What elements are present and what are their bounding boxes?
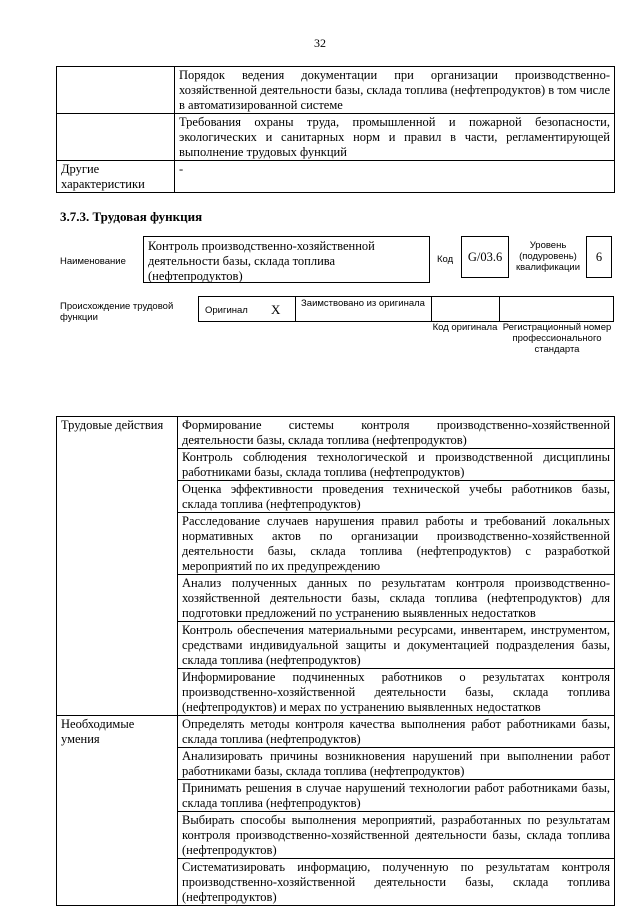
skill-item: Систематизировать информацию, полученную по результатам контроля производственно-хозяйственной деятельности базы, склада топлива (нефтепродуктов) xyxy=(178,859,615,906)
origin-label: Происхождение трудовой функции xyxy=(60,301,174,323)
skill-item: Принимать решения в случае нарушений технологии работ работниками базы, склада топлива (нефтепродуктов) xyxy=(178,780,615,812)
level-value-box xyxy=(586,236,612,278)
labor-action-item: Расследование случаев нарушения правил работы и требований локальных нормативных актов по организации производственно-хозяйственной деятельности базы, склада топлива (нефтепродуктов) с разработкой мероприятий по их предупреждению xyxy=(178,513,615,575)
top-requirements-table xyxy=(56,66,615,193)
code-value-box xyxy=(461,236,509,278)
original-mark: X xyxy=(271,302,281,317)
row-text: - xyxy=(175,161,615,193)
table-row xyxy=(57,114,615,161)
qualification-level: 6 xyxy=(595,250,603,264)
row-text: Порядок ведения документации при организации производственно-хозяйственной деятельности базы, склада топлива (нефтепродуктов) в том числе в автоматизированной системе xyxy=(175,67,615,114)
skill-item: Анализировать причины возникновения нарушений при выполнении работ работниками базы, склада топлива (нефтепродуктов) xyxy=(178,748,615,780)
skill-item: Определять методы контроля качества выполнения работ работниками базы, склада топлива (нефтепродуктов) xyxy=(178,716,615,748)
labor-action-item: Информирование подчиненных работников о результатах контроля производственно-хозяйственной деятельности базы, склада топлива (нефтепродуктов) и мерах по устранению выявленных недостатков xyxy=(178,669,615,716)
code-label: Код xyxy=(437,254,454,265)
function-code: G/03.6 xyxy=(467,250,503,264)
registration-number-label: Регистрационный номер профессионального стандарта xyxy=(502,322,612,355)
labor-action-item: Анализ полученных данных по результатам контроля производственно-хозяйственной деятельности базы, склада топлива (нефтепродуктов) для подготовки предложений по устранению выявленных недостатков xyxy=(178,575,615,622)
original-label: Оригинал xyxy=(205,305,248,316)
borrowed-label: Заимствовано из оригинала xyxy=(301,298,425,309)
skills-label: Необходимые умения xyxy=(57,716,178,906)
level-label: Уровень (подуровень) квалификации xyxy=(515,240,581,273)
labor-action-item: Контроль соблюдения технологической и производственной дисциплины работниками базы, склада топлива (нефтепродуктов) xyxy=(178,449,615,481)
origin-divider xyxy=(499,297,500,321)
row-text: Требования охраны труда, промышленной и пожарной безопасности, экологических и санитарных норм и правил в части, регламентирующей выполнение трудовых функций xyxy=(175,114,615,161)
table-row xyxy=(57,67,615,114)
name-value-box xyxy=(143,236,430,283)
labor-action-item: Формирование системы контроля производственно-хозяйственной деятельности базы, склада топлива (нефтепродуктов) xyxy=(178,417,615,449)
labor-action-item: Контроль обеспечения материальными ресурсами, инвентарем, инструментом, средствами индивидуальной защиты и документацией подразделения базы, склада топлива (нефтепродуктов) xyxy=(178,622,615,669)
table-row xyxy=(57,161,615,193)
labor-function-table xyxy=(56,416,615,906)
labor-action-item: Оценка эффективности проведения технической учебы работников базы, склада топлива (нефтепродуктов) xyxy=(178,481,615,513)
original-code-label: Код оригинала xyxy=(432,322,498,333)
origin-divider xyxy=(295,297,296,321)
origin-table xyxy=(198,296,614,322)
name-label: Наименование xyxy=(60,256,126,267)
section-title: 3.7.3. Трудовая функция xyxy=(60,209,203,224)
function-name: Контроль производственно-хозяйственной деятельности базы, склада топлива (нефтепродуктов) xyxy=(148,239,375,283)
row-header xyxy=(57,114,175,161)
labor-actions-label: Трудовые действия xyxy=(57,417,178,716)
table-row xyxy=(57,417,615,449)
row-header xyxy=(57,67,175,114)
origin-divider xyxy=(431,297,432,321)
skill-item: Выбирать способы выполнения мероприятий, разработанных по результатам контроля производственно-хозяйственной деятельности базы, склада топлива (нефтепродуктов) xyxy=(178,812,615,859)
row-header: Другие характеристики xyxy=(57,161,175,193)
page-number: 32 xyxy=(314,36,326,50)
table-row xyxy=(57,716,615,748)
